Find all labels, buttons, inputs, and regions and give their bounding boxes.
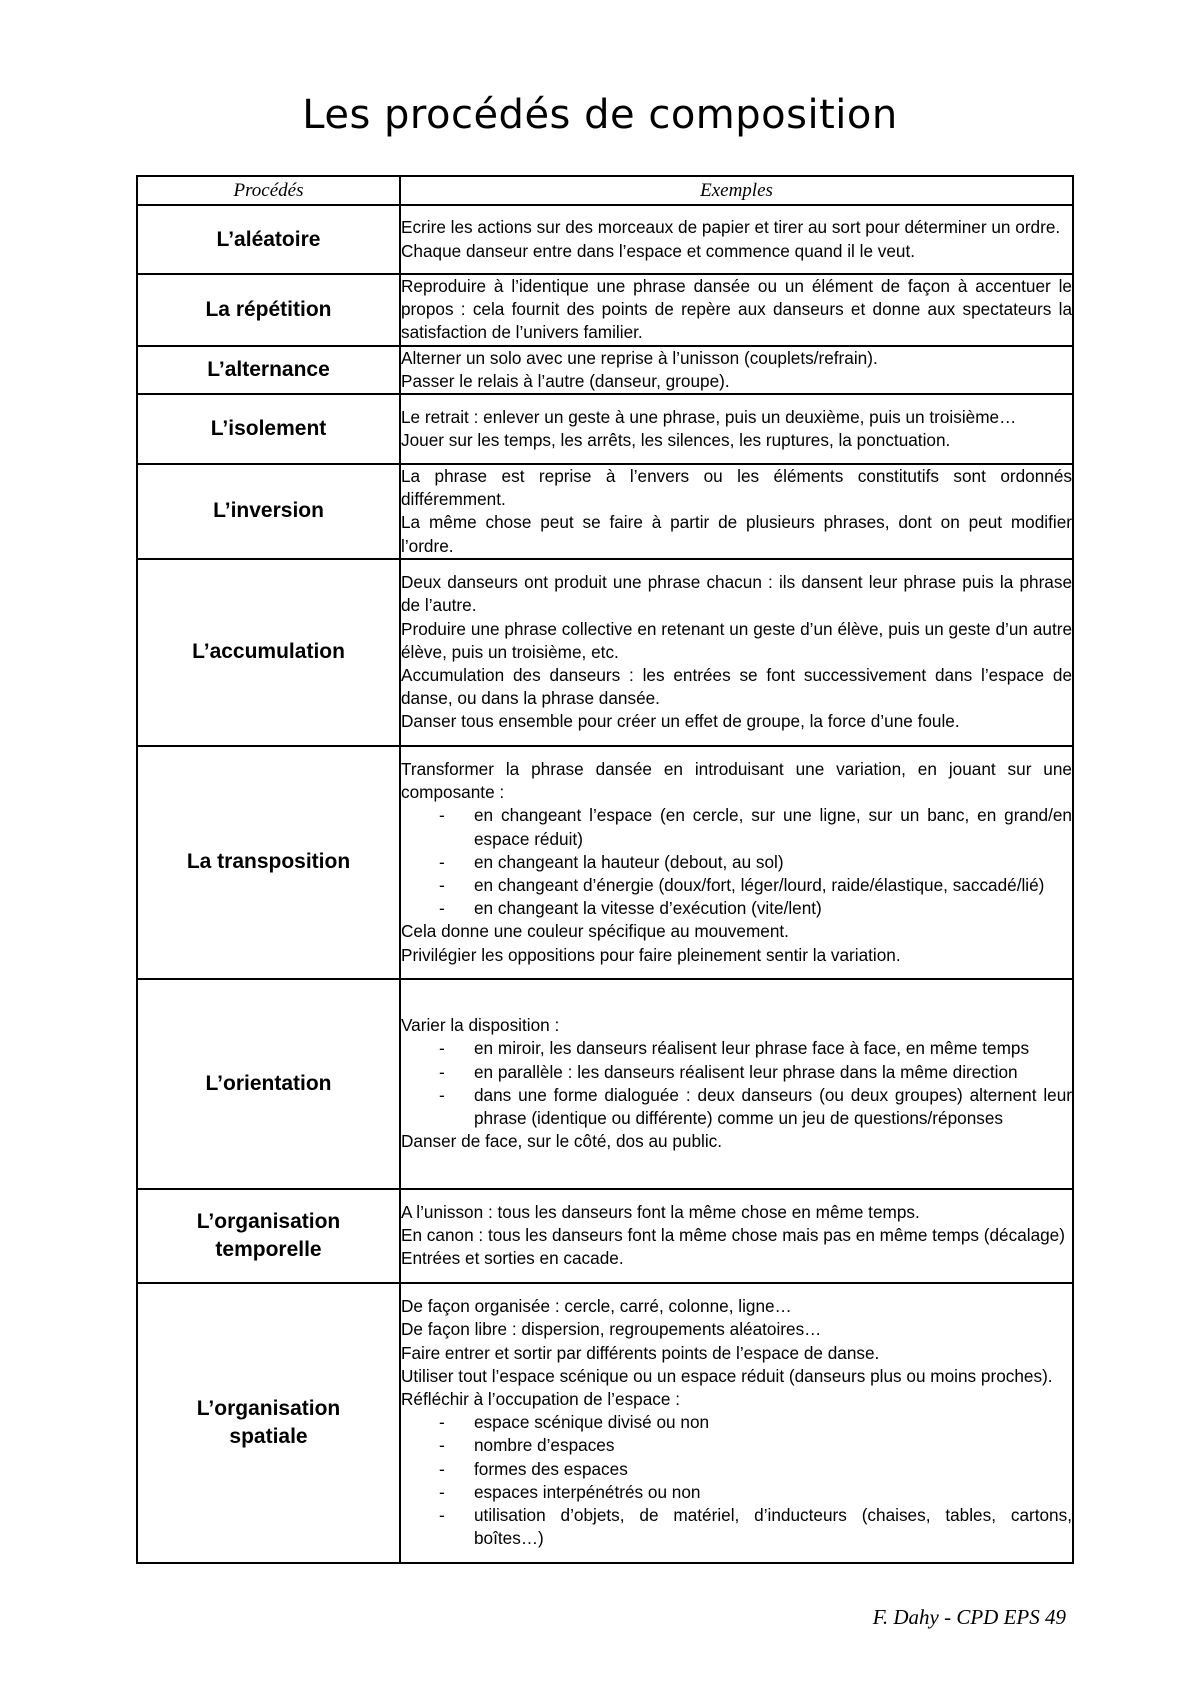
table-header-row — [137, 176, 1073, 205]
list-item-text: en miroir, les danseurs réalisent leur phrase face à face, en même temps — [474, 1038, 1030, 1059]
procede-name-line: L’organisation — [196, 1209, 341, 1233]
table-row — [137, 559, 1073, 746]
list-item-text: utilisation d’objets, de matériel, d’inducteurs (chaises, tables, cartons, boîtes…) — [474, 1505, 1072, 1549]
procede-examples — [400, 979, 1073, 1189]
table-row — [137, 1283, 1073, 1563]
dash-bullet: - — [439, 1458, 445, 1479]
table-row — [137, 979, 1073, 1189]
table-row — [137, 346, 1073, 394]
list-item-text: en changeant la hauteur (debout, au sol) — [474, 851, 784, 872]
procede-examples — [400, 1283, 1073, 1563]
example-text: Reproduire à l’identique une phrase dansée ou un élément de façon à accentuer le propos : cela fournit des points de repère aux danseurs et donne aux spectateurs la satisfaction de l’univers familier. — [401, 276, 1072, 343]
list-item — [401, 804, 1072, 850]
example-text: Ecrire les actions sur des morceaux de papier et tirer au sort pour déterminer un ordre. — [401, 217, 1061, 238]
example-text: La même chose peut se faire à partir de plusieurs phrases, dont on peut modifier l’ordre. — [401, 512, 1072, 556]
procede-name-line: L’organisation — [196, 1396, 341, 1420]
footer-author: F. Dahy - CPD EPS 49 — [872, 1605, 1066, 1629]
page-title: Les procédés de composition — [302, 92, 898, 138]
dash-bullet: - — [439, 1084, 445, 1105]
procede-name-line: spatiale — [229, 1424, 308, 1448]
table-row — [137, 274, 1073, 346]
example-text: Danser de face, sur le côté, dos au public. — [401, 1131, 723, 1152]
procede-name: L’accumulation — [137, 559, 400, 746]
dash-bullet: - — [439, 1038, 445, 1059]
list-item-text: espace scénique divisé ou non — [474, 1412, 710, 1433]
example-text: En canon : tous les danseurs font la même chose mais pas en même temps (décalage) — [401, 1225, 1065, 1246]
example-list — [401, 804, 1072, 920]
procede-examples — [400, 464, 1073, 559]
table-row — [137, 1189, 1073, 1283]
table-row — [137, 205, 1073, 274]
list-item-text: en changeant la vitesse d’exécution (vite/lent) — [474, 898, 822, 919]
example-text: Cela donne une couleur spécifique au mouvement. — [401, 921, 789, 942]
dash-bullet: - — [439, 1061, 445, 1082]
example-list — [401, 1037, 1072, 1130]
example-text: Chaque danseur entre dans l’espace et commence quand il le veut. — [401, 240, 916, 261]
dash-bullet: - — [439, 1481, 445, 1502]
dash-bullet: - — [439, 1412, 445, 1433]
procede-examples — [400, 1189, 1073, 1283]
example-text: Transformer la phrase dansée en introduisant une variation, en jouant sur une composante : — [401, 758, 1072, 803]
example-text: Alterner un solo avec une reprise à l’unisson (couplets/refrain). — [401, 347, 878, 368]
dash-bullet: - — [439, 805, 445, 826]
table-row — [137, 394, 1073, 464]
procede-name: L’aléatoire — [137, 205, 400, 274]
dash-bullet: - — [439, 898, 445, 919]
procedes-table — [136, 175, 1074, 1564]
procede-name-line: temporelle — [215, 1237, 322, 1261]
example-text: Produire une phrase collective en retenant un geste d’un élève, puis un geste d’un autre élève, puis un troisième, etc. — [401, 618, 1072, 662]
list-item-text: en changeant d’énergie (doux/fort, léger/lourd, raide/élastique, saccadé/lié) — [474, 874, 1045, 895]
example-text: Passer le relais à l’autre (danseur, groupe). — [401, 370, 730, 391]
example-text: De façon libre : dispersion, regroupements aléatoires… — [401, 1319, 822, 1340]
list-item-text: dans une forme dialoguée : deux danseurs (ou deux groupes) alternent leur phrase (identique ou différente) comme un jeu de questions/réponses — [474, 1084, 1072, 1129]
example-text: Deux danseurs ont produit une phrase chacun : ils dansent leur phrase puis la phrase de l’autre. — [401, 572, 1072, 616]
list-item — [401, 1037, 1072, 1060]
dash-bullet: - — [439, 1505, 445, 1526]
procede-examples — [400, 274, 1073, 346]
table-row — [137, 464, 1073, 559]
procede-name — [137, 1189, 400, 1283]
list-item — [401, 851, 1072, 874]
list-item — [401, 1458, 1072, 1481]
table-row — [137, 746, 1073, 979]
procede-name: L’orientation — [137, 979, 400, 1189]
list-item — [401, 1411, 1072, 1434]
procede-examples — [400, 746, 1073, 979]
example-text: Accumulation des danseurs : les entrées se font successivement dans l’espace de danse, ou dans la phrase dansée. — [401, 664, 1072, 709]
procede-name: La répétition — [137, 274, 400, 346]
example-text: La phrase est reprise à l’envers ou les éléments constitutifs sont ordonnés différemment. — [401, 466, 1072, 510]
example-list — [401, 1411, 1072, 1550]
example-text: Varier la disposition : — [401, 1015, 560, 1036]
dash-bullet: - — [439, 874, 445, 895]
procede-name: La transposition — [137, 746, 400, 979]
example-text: De façon organisée : cercle, carré, colonne, ligne… — [401, 1296, 792, 1317]
list-item-text: en changeant l’espace (en cercle, sur une ligne, sur un banc, en grand/en espace réduit) — [474, 805, 1072, 849]
procede-name — [137, 1283, 400, 1563]
list-item-text: formes des espaces — [474, 1458, 628, 1479]
procede-examples — [400, 394, 1073, 464]
example-text: Réfléchir à l’occupation de l’espace : — [401, 1389, 680, 1410]
example-text: Le retrait : enlever un geste à une phrase, puis un deuxième, puis un troisième… — [401, 406, 1017, 427]
example-text: Privilégier les oppositions pour faire pleinement sentir la variation. — [401, 944, 901, 965]
list-item-text: espaces interpénétrés ou non — [474, 1481, 701, 1502]
procede-examples — [400, 205, 1073, 274]
procede-name: L’alternance — [137, 346, 400, 394]
procede-name: L’inversion — [137, 464, 400, 559]
example-text: Utiliser tout l’espace scénique ou un espace réduit (danseurs plus ou moins proches). — [401, 1365, 1053, 1386]
procede-examples — [400, 346, 1073, 394]
list-item — [401, 1434, 1072, 1457]
example-text: Faire entrer et sortir par différents points de l’espace de danse. — [401, 1342, 880, 1363]
example-text: Entrées et sorties en cacade. — [401, 1248, 624, 1269]
example-text: Danser tous ensemble pour créer un effet de groupe, la force d’une foule. — [401, 711, 960, 732]
list-item — [401, 874, 1072, 897]
dash-bullet: - — [439, 1435, 445, 1456]
list-item — [401, 1061, 1072, 1084]
column-header-procedes: Procédés — [137, 176, 400, 205]
list-item — [401, 897, 1072, 920]
procede-name: L’isolement — [137, 394, 400, 464]
procede-examples — [400, 559, 1073, 746]
list-item — [401, 1481, 1072, 1504]
list-item-text: nombre d’espaces — [474, 1435, 615, 1456]
list-item-text: en parallèle : les danseurs réalisent leur phrase dans la même direction — [474, 1061, 1018, 1082]
example-text: A l’unisson : tous les danseurs font la même chose en même temps. — [401, 1202, 920, 1223]
example-text: Jouer sur les temps, les arrêts, les silences, les ruptures, la ponctuation. — [401, 430, 951, 451]
column-header-exemples: Exemples — [400, 176, 1073, 205]
list-item — [401, 1084, 1072, 1130]
dash-bullet: - — [439, 851, 445, 872]
list-item — [401, 1504, 1072, 1550]
